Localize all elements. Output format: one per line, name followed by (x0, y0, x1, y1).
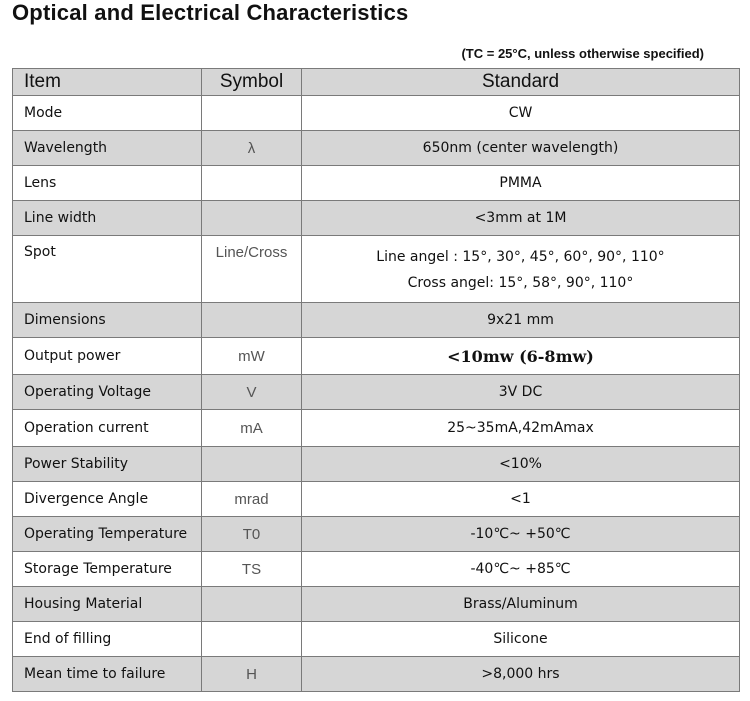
spot-line-angles: Line angel : 15°, 30°, 45°, 60°, 90°, 110° (376, 249, 665, 265)
symbol-cell: TS (202, 552, 302, 587)
symbol-cell: Line/Cross (202, 236, 302, 303)
symbol-cell (202, 587, 302, 622)
conditions-note: (TC = 25°C, unless otherwise specified) (461, 46, 704, 61)
item-cell: Housing Material (13, 587, 202, 622)
table-row (13, 201, 740, 236)
item-cell: Operating Temperature (13, 517, 202, 552)
item-cell: Divergence Angle (13, 482, 202, 517)
table-row (13, 482, 740, 517)
header-symbol: Symbol (202, 69, 302, 96)
standard-cell: CW (302, 96, 740, 131)
item-cell: Lens (13, 166, 202, 201)
symbol-cell (202, 166, 302, 201)
standard-cell: Silicone (302, 622, 740, 657)
item-cell: Mode (13, 96, 202, 131)
standard-cell: 25~35mA,42mAmax (302, 410, 740, 447)
header-item: Item (13, 69, 202, 96)
table-row (13, 587, 740, 622)
item-cell: Operating Voltage (13, 375, 202, 410)
symbol-cell (202, 303, 302, 338)
item-cell: Mean time to failure (13, 657, 202, 692)
symbol-cell: mW (202, 338, 302, 375)
symbol-cell (202, 96, 302, 131)
symbol-cell (202, 447, 302, 482)
table-row (13, 410, 740, 447)
item-cell: Output power (13, 338, 202, 375)
symbol-cell: mA (202, 410, 302, 447)
standard-cell: <10% (302, 447, 740, 482)
header-standard: Standard (302, 69, 740, 96)
item-cell: Power Stability (13, 447, 202, 482)
standard-cell: -40℃~ +85℃ (302, 552, 740, 587)
standard-cell: PMMA (302, 166, 740, 201)
standard-cell: >8,000 hrs (302, 657, 740, 692)
table-row (13, 375, 740, 410)
table-row (13, 657, 740, 692)
standard-cell: Brass/Aluminum (302, 587, 740, 622)
standard-cell: -10℃~ +50℃ (302, 517, 740, 552)
characteristics-table (12, 68, 740, 692)
table-row (13, 131, 740, 166)
table-row (13, 552, 740, 587)
table-row (13, 166, 740, 201)
table-row (13, 303, 740, 338)
standard-cell: 9x21 mm (302, 303, 740, 338)
symbol-cell: mrad (202, 482, 302, 517)
item-cell: Dimensions (13, 303, 202, 338)
page-title: Optical and Electrical Characteristics (12, 0, 409, 25)
table-row (13, 96, 740, 131)
item-cell: Line width (13, 201, 202, 236)
symbol-cell: V (202, 375, 302, 410)
symbol-cell (202, 622, 302, 657)
table-header-row (13, 69, 740, 96)
symbol-cell: λ (202, 131, 302, 166)
standard-cell: 650nm (center wavelength) (302, 131, 740, 166)
standard-cell: <3mm at 1M (302, 201, 740, 236)
table-row (13, 236, 740, 303)
standard-cell (302, 236, 740, 303)
symbol-cell: H (202, 657, 302, 692)
item-cell: End of filling (13, 622, 202, 657)
symbol-cell: T0 (202, 517, 302, 552)
standard-cell: <1 (302, 482, 740, 517)
standard-cell: 3V DC (302, 375, 740, 410)
table-row (13, 447, 740, 482)
standard-cell: <10mw (6-8mw) (302, 338, 740, 375)
symbol-cell (202, 201, 302, 236)
item-cell: Operation current (13, 410, 202, 447)
table-row (13, 622, 740, 657)
item-cell: Wavelength (13, 131, 202, 166)
item-cell: Spot (13, 236, 202, 303)
item-cell: Storage Temperature (13, 552, 202, 587)
table-row (13, 338, 740, 375)
table-row (13, 517, 740, 552)
spot-cross-angles: Cross angel: 15°, 58°, 90°, 110° (407, 275, 634, 291)
